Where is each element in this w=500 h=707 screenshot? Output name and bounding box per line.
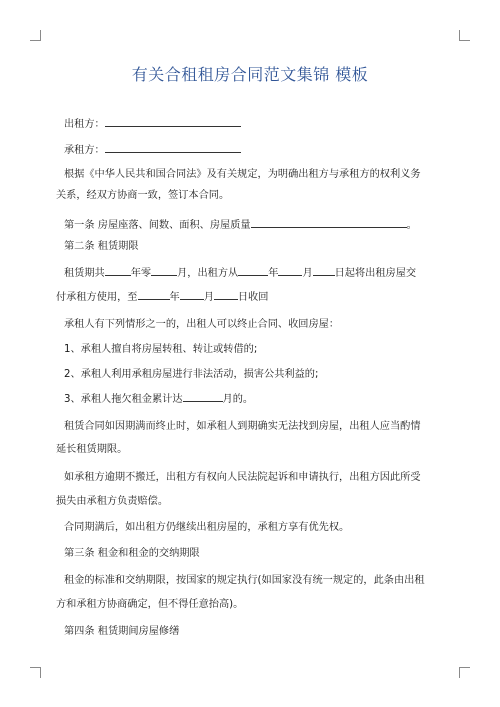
document-title: 有关合租租房合同范文集锦 模板 [131,65,369,84]
crop-mark-top-right [459,30,470,41]
expiry-line-2: 延长租赁期限。 [56,444,128,455]
overdue-line-2: 损失由承租方负责赔偿。 [56,496,169,507]
rent-line-1: 租金的标准和交纳期限，按国家的规定执行(如国家没有统一规定的，此条由出租 [64,575,425,586]
termination-clause: 承租人有下列情形之一的，出租人可以终止合同、收回房屋： [64,319,340,330]
expiry-line-1: 租赁合同如因期满而终止时，如承租人到期确实无法找到房屋，出租人应当酌情 [64,421,421,432]
article-1-label: 第一条 房屋座落、间数、面积、房屋质量 [64,220,251,231]
term-text: 日起将出租房屋交 [334,268,417,279]
term-months-blank[interactable] [151,266,177,276]
arrears-months-blank[interactable] [183,392,223,402]
article-4-heading: 第四条 租赁期间房屋修缮 [64,626,180,637]
term-years-blank[interactable] [105,266,131,276]
term-text: 年 [169,292,180,303]
term-text: 付承租方使用，至 [56,292,138,303]
crop-mark-bottom-left [30,667,41,678]
termination-item-1: 1、承租人擅自将房屋转租、转让或转借的; [64,344,258,355]
item-3-text: 3、承租人拖欠租金累计达 [64,394,183,405]
end-day-blank[interactable] [214,290,238,300]
lessor-label: 出租方： [64,119,105,130]
item-3-text: 月的。 [222,394,254,405]
overdue-line-1: 如承租方逾期不搬迁，出租方有权向人民法院起诉和申请执行，出租方因此所受 [64,472,421,483]
lessor-line [64,117,241,131]
rent-line-2: 方和承租方协商确定，但不得任意抬高)。 [56,599,244,610]
property-blank[interactable] [251,218,407,228]
term-text: 月 [203,292,214,303]
lessor-blank[interactable] [105,117,241,127]
intro-line-2: 关系，经双方协商一致，签订本合同。 [56,190,230,201]
start-year-blank[interactable] [238,266,268,276]
term-text: 月 [302,268,313,279]
term-line-2 [56,290,268,304]
article-1-end: 。 [406,220,417,231]
article-3-heading: 第三条 租金和租金的交纳期限 [64,548,200,559]
lessee-line [64,143,241,157]
termination-item-2: 2、承租人利用承租房屋进行非法活动，损害公共利益的; [64,369,319,380]
article-2-heading: 第二条 租赁期限 [64,241,139,252]
term-text: 月，出租方从 [177,268,239,279]
intro-line-1: 根据《中华人民共和国合同法》及有关规定，为明确出租方与承租方的权利义务 [64,169,421,180]
term-text: 年零 [130,268,152,279]
end-year-blank[interactable] [138,290,170,300]
term-line-1 [64,266,416,280]
start-day-blank[interactable] [313,266,335,276]
term-text: 租赁期共 [64,268,105,279]
crop-mark-top-left [30,30,41,41]
term-text: 年 [268,268,279,279]
start-month-blank[interactable] [278,266,302,276]
crop-mark-bottom-right [459,667,470,678]
article-1 [64,218,417,232]
term-text: 日收回 [237,292,269,303]
priority-clause: 合同期满后，如出租方仍继续出租房屋的，承租方享有优先权。 [64,522,350,533]
lessee-label: 承租方： [64,145,105,156]
lessee-blank[interactable] [105,143,241,153]
end-month-blank[interactable] [180,290,204,300]
termination-item-3 [64,392,253,406]
